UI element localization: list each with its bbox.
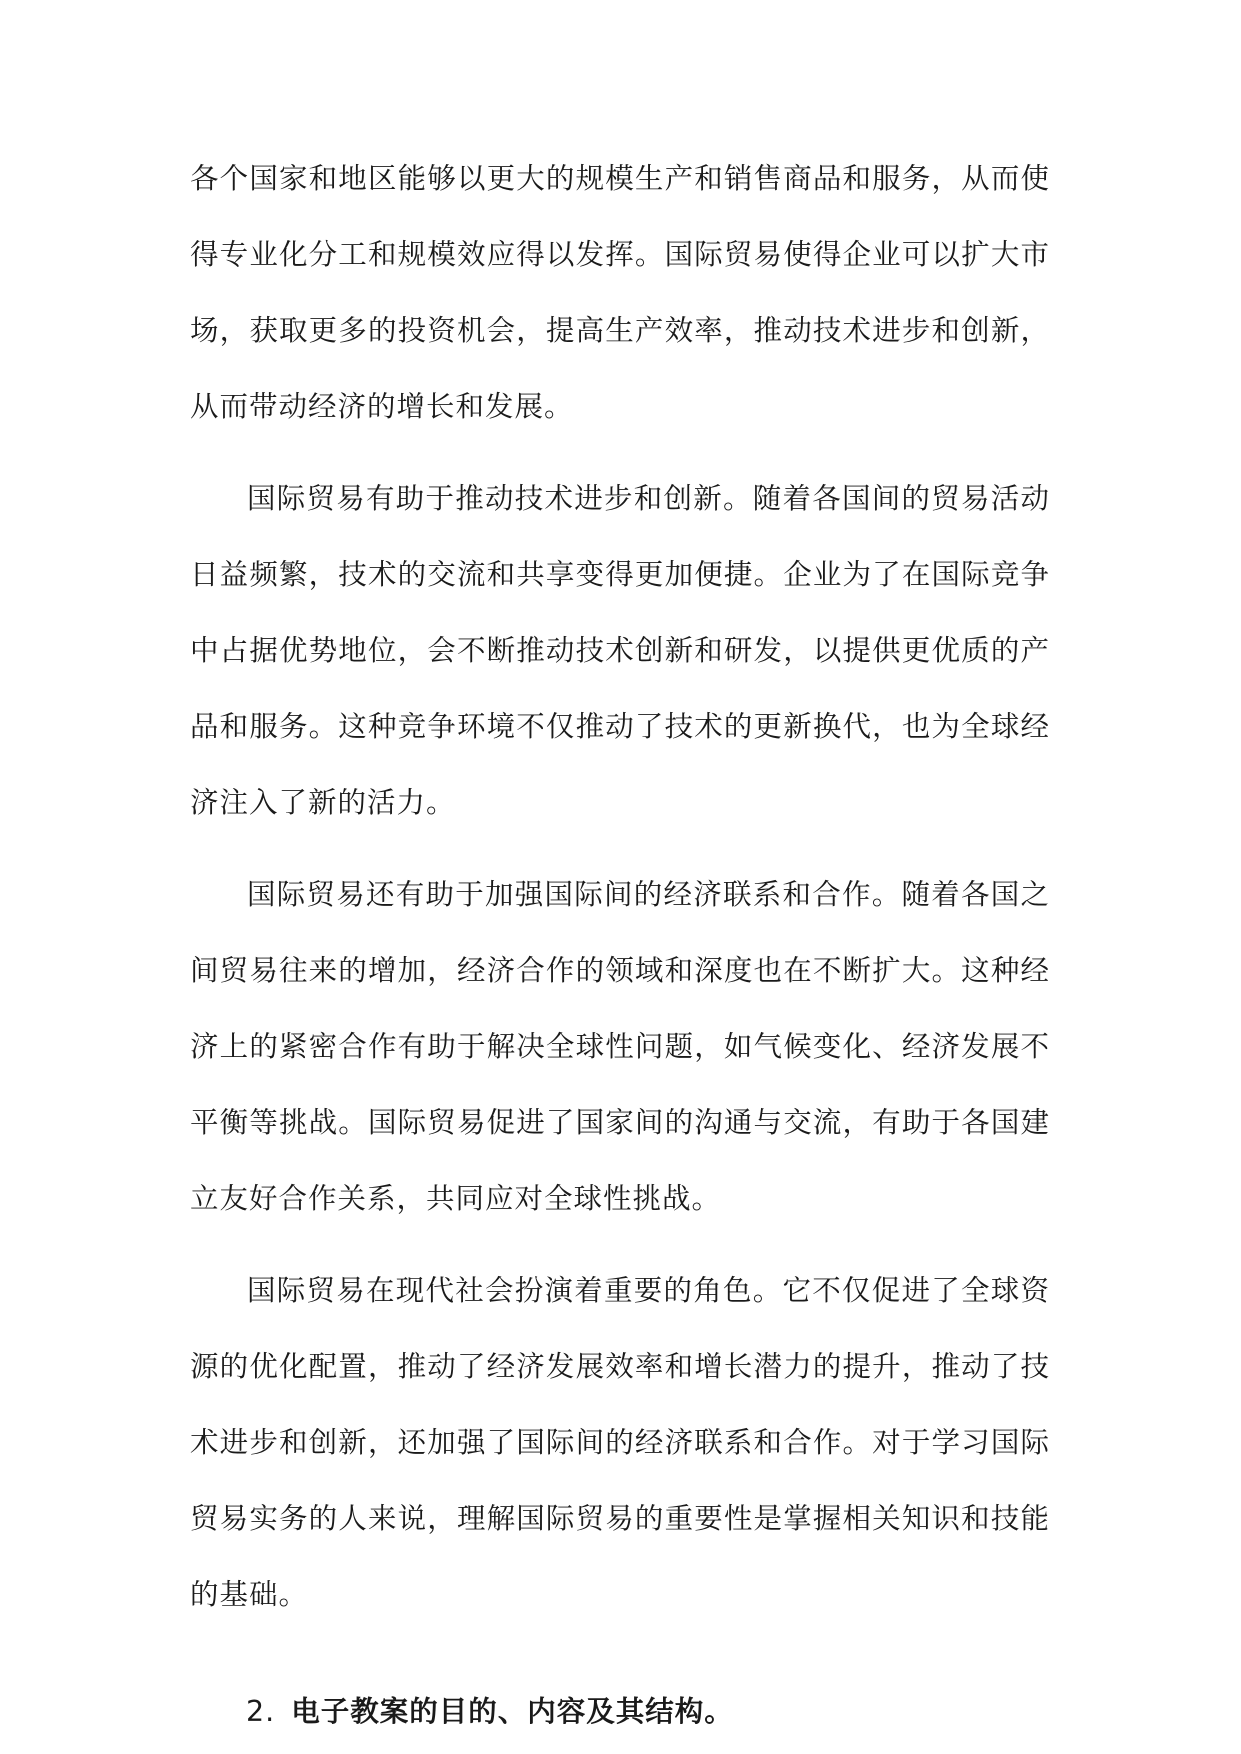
paragraph-technology: 国际贸易有助于推动技术进步和创新。随着各国间的贸易活动日益频繁，技术的交流和共享变得更加便捷。企业为了在国际竞争中占据优势地位，会不断推动技术创新和研发，以提供更优质的产品和服务。这种竞争环境不仅推动了技术的更新换代，也为全球经济注入了新的活力。 — [190, 482, 1050, 819]
section-heading — [190, 1673, 1050, 1750]
paragraph-summary: 国际贸易在现代社会扮演着重要的角色。它不仅促进了全球资源的优化配置，推动了经济发展效率和增长潜力的提升，推动了技术进步和创新，还加强了国际间的经济联系和合作。对于学习国际贸易实务的人来说，理解国际贸易的重要性是掌握相关知识和技能的基础。 — [190, 1274, 1050, 1611]
section-number: 2. — [246, 1695, 276, 1728]
paragraph-continued: 各个国家和地区能够以更大的规模生产和销售商品和服务，从而使得专业化分工和规模效应得以发挥。国际贸易使得企业可以扩大市场，获取更多的投资机会，提高生产效率，推动技术进步和创新，从而带动经济的增长和发展。 — [190, 162, 1050, 423]
paragraph-cooperation: 国际贸易还有助于加强国际间的经济联系和合作。随着各国之间贸易往来的增加，经济合作的领域和深度也在不断扩大。这种经济上的紧密合作有助于解决全球性问题，如气候变化、经济发展不平衡等挑战。国际贸易促进了国家间的沟通与交流，有助于各国建立友好合作关系，共同应对全球性挑战。 — [190, 878, 1050, 1215]
section-title: 电子教案的目的、内容及其结构。 — [291, 1694, 734, 1728]
document-body — [190, 141, 1050, 1750]
